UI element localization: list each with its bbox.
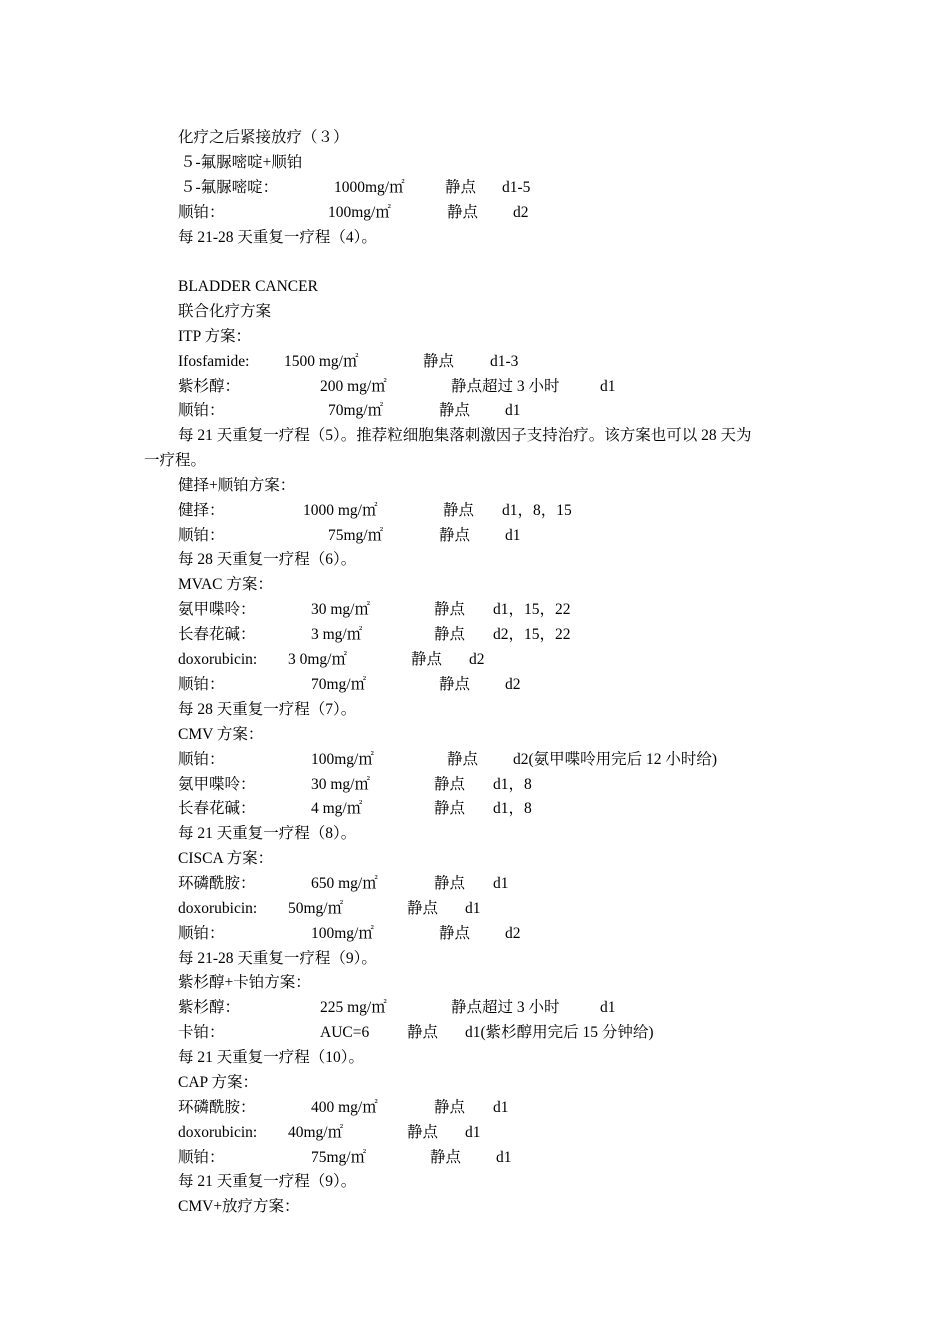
text-line-20-cell-1: 3 0mg/㎡ (288, 651, 347, 668)
text-line-30-cell-0: doxorubicin: (178, 900, 258, 917)
text-line-31-cell-3: d2 (505, 925, 521, 942)
text-line-15-cell-3: d1 (505, 527, 521, 544)
text-line-3-cell-0: 顺铂： (178, 204, 225, 221)
text-line-33-cell-0: 紫杉醇+卡铂方案： (178, 974, 311, 991)
text-line-16-cell-0: 每 28 天重复一疗程（6）。 (178, 551, 357, 568)
text-line-29-cell-1: 650 mg/㎡ (311, 875, 378, 892)
text-line-5-cell-0: BLADDER CANCER (178, 278, 318, 295)
text-line-39-cell-3: d1 (465, 1124, 481, 1141)
text-line-2-cell-1: 1000mg/㎡ (334, 179, 405, 196)
text-line-11-cell-0: 每 21 天重复一疗程（5）。推荐粒细胞集落刺激因子支持治疗。该方案也可以 28 天为 (178, 427, 752, 444)
text-line-40-cell-0: 顺铂： (178, 1149, 225, 1166)
text-line-40-cell-1: 75mg/㎡ (311, 1149, 367, 1166)
text-line-38-cell-0: 环磷酰胺： (178, 1099, 256, 1116)
text-line-38-cell-3: d1 (493, 1099, 509, 1116)
text-line-24-cell-3: d2(氨甲喋呤用完后 12 小时给) (513, 751, 718, 768)
text-line-23-cell-0: CMV 方案： (178, 726, 264, 743)
text-line-34-cell-1: 225 mg/㎡ (320, 999, 387, 1016)
text-line-1-cell-0: ５-氟脲嘧啶+顺铂 (180, 154, 303, 171)
text-line-27-cell-0: 每 21 天重复一疗程（8）。 (178, 825, 357, 842)
text-line-19-cell-0: 长春花碱： (178, 626, 256, 643)
text-line-41-cell-0: 每 21 天重复一疗程（9）。 (178, 1173, 357, 1190)
text-line-19-cell-3: d2，15，22 (493, 626, 571, 643)
text-line-21-cell-0: 顺铂： (178, 676, 225, 693)
text-line-9-cell-0: 紫杉醇： (178, 378, 241, 395)
text-line-26-cell-3: d1，8 (493, 800, 532, 817)
text-line-15-cell-0: 顺铂： (178, 527, 225, 544)
text-line-19-cell-1: 3 mg/㎡ (311, 626, 363, 643)
text-line-34-cell-3: d1 (600, 999, 616, 1016)
text-line-8-cell-2: 静点 (423, 353, 455, 370)
text-line-35-cell-2: 静点 (407, 1024, 439, 1041)
text-line-40-cell-3: d1 (496, 1149, 512, 1166)
text-line-14-cell-0: 健择： (178, 502, 225, 519)
text-line-25-cell-2: 静点 (434, 776, 466, 793)
text-line-4-cell-0: 每 21-28 天重复一疗程（4）。 (178, 229, 377, 246)
text-line-25-cell-0: 氨甲喋呤： (178, 776, 256, 793)
text-line-31-cell-1: 100mg/㎡ (311, 925, 374, 942)
text-line-21-cell-2: 静点 (439, 676, 471, 693)
text-line-14-cell-1: 1000 mg/㎡ (303, 502, 378, 519)
text-line-28-cell-0: CISCA 方案： (178, 850, 274, 867)
text-line-26-cell-1: 4 mg/㎡ (311, 800, 363, 817)
text-line-31-cell-2: 静点 (439, 925, 471, 942)
text-line-8-cell-3: d1-3 (490, 353, 519, 370)
text-line-24-cell-1: 100mg/㎡ (311, 751, 374, 768)
text-line-10-cell-3: d1 (505, 402, 521, 419)
text-line-24-cell-0: 顺铂： (178, 751, 225, 768)
text-line-9-cell-3: d1 (600, 378, 616, 395)
text-line-8-cell-1: 1500 mg/㎡ (284, 353, 359, 370)
text-line-22-cell-0: 每 28 天重复一疗程（7）。 (178, 701, 357, 718)
text-line-18-cell-2: 静点 (434, 601, 466, 618)
text-line-36-cell-0: 每 21 天重复一疗程（10）。 (178, 1049, 365, 1066)
text-line-34-cell-2: 静点超过 3 小时 (451, 999, 560, 1016)
text-line-14-cell-2: 静点 (443, 502, 475, 519)
text-line-19-cell-2: 静点 (434, 626, 466, 643)
text-line-3-cell-3: d2 (513, 204, 529, 221)
text-line-35-cell-0: 卡铂： (178, 1024, 225, 1041)
text-line-12-cell-0: 一疗程。 (144, 452, 207, 469)
text-line-9-cell-1: 200 mg/㎡ (320, 378, 387, 395)
text-line-10-cell-2: 静点 (439, 402, 471, 419)
text-line-30-cell-2: 静点 (407, 900, 439, 917)
text-line-29-cell-3: d1 (493, 875, 509, 892)
text-line-30-cell-3: d1 (465, 900, 481, 917)
text-line-21-cell-1: 70mg/㎡ (311, 676, 367, 693)
text-line-18-cell-1: 30 mg/㎡ (311, 601, 370, 618)
text-line-25-cell-1: 30 mg/㎡ (311, 776, 370, 793)
text-line-32-cell-0: 每 21-28 天重复一疗程（9）。 (178, 950, 377, 967)
text-line-40-cell-2: 静点 (430, 1149, 462, 1166)
text-line-3-cell-2: 静点 (447, 204, 479, 221)
text-line-10-cell-1: 70mg/㎡ (328, 402, 384, 419)
text-line-7-cell-0: ITP 方案： (178, 328, 252, 345)
text-line-20-cell-3: d2 (469, 651, 485, 668)
text-line-35-cell-3: d1(紫杉醇用完后 15 分钟给) (465, 1024, 654, 1041)
text-line-13-cell-0: 健择+顺铂方案： (178, 477, 296, 494)
text-line-25-cell-3: d1，8 (493, 776, 532, 793)
text-line-0-cell-0: 化疗之后紧接放疗（３） (178, 129, 349, 146)
text-line-14-cell-3: d1，8，15 (502, 502, 572, 519)
text-line-29-cell-0: 环磷酰胺： (178, 875, 256, 892)
text-line-21-cell-3: d2 (505, 676, 521, 693)
text-line-20-cell-0: doxorubicin: (178, 651, 258, 668)
text-line-26-cell-0: 长春花碱： (178, 800, 256, 817)
text-line-2-cell-3: d1-5 (502, 179, 531, 196)
text-line-8-cell-0: Ifosfamide: (178, 353, 250, 370)
text-line-2-cell-2: 静点 (445, 179, 477, 196)
text-line-3-cell-1: 100mg/㎡ (328, 204, 391, 221)
text-line-34-cell-0: 紫杉醇： (178, 999, 241, 1016)
text-line-18-cell-0: 氨甲喋呤： (178, 601, 256, 618)
text-line-20-cell-2: 静点 (411, 651, 443, 668)
text-line-24-cell-2: 静点 (447, 751, 479, 768)
text-line-15-cell-2: 静点 (439, 527, 471, 544)
text-line-2-cell-0: ５-氟脲嘧啶： (180, 179, 279, 196)
text-line-10-cell-0: 顺铂： (178, 402, 225, 419)
text-line-38-cell-2: 静点 (434, 1099, 466, 1116)
text-line-37-cell-0: CAP 方案： (178, 1074, 258, 1091)
text-line-39-cell-1: 40mg/㎡ (288, 1124, 344, 1141)
text-line-6-cell-0: 联合化疗方案 (178, 303, 272, 320)
text-line-29-cell-2: 静点 (434, 875, 466, 892)
text-line-38-cell-1: 400 mg/㎡ (311, 1099, 378, 1116)
text-line-26-cell-2: 静点 (434, 800, 466, 817)
text-line-31-cell-0: 顺铂： (178, 925, 225, 942)
text-line-30-cell-1: 50mg/㎡ (288, 900, 344, 917)
text-line-39-cell-2: 静点 (407, 1124, 439, 1141)
text-line-17-cell-0: MVAC 方案： (178, 576, 273, 593)
text-line-35-cell-1: AUC=6 (320, 1024, 370, 1041)
text-line-18-cell-3: d1，15，22 (493, 601, 571, 618)
text-line-9-cell-2: 静点超过 3 小时 (451, 378, 560, 395)
text-line-42-cell-0: CMV+放疗方案： (178, 1198, 300, 1215)
text-line-15-cell-1: 75mg/㎡ (328, 527, 384, 544)
text-line-39-cell-0: doxorubicin: (178, 1124, 258, 1141)
